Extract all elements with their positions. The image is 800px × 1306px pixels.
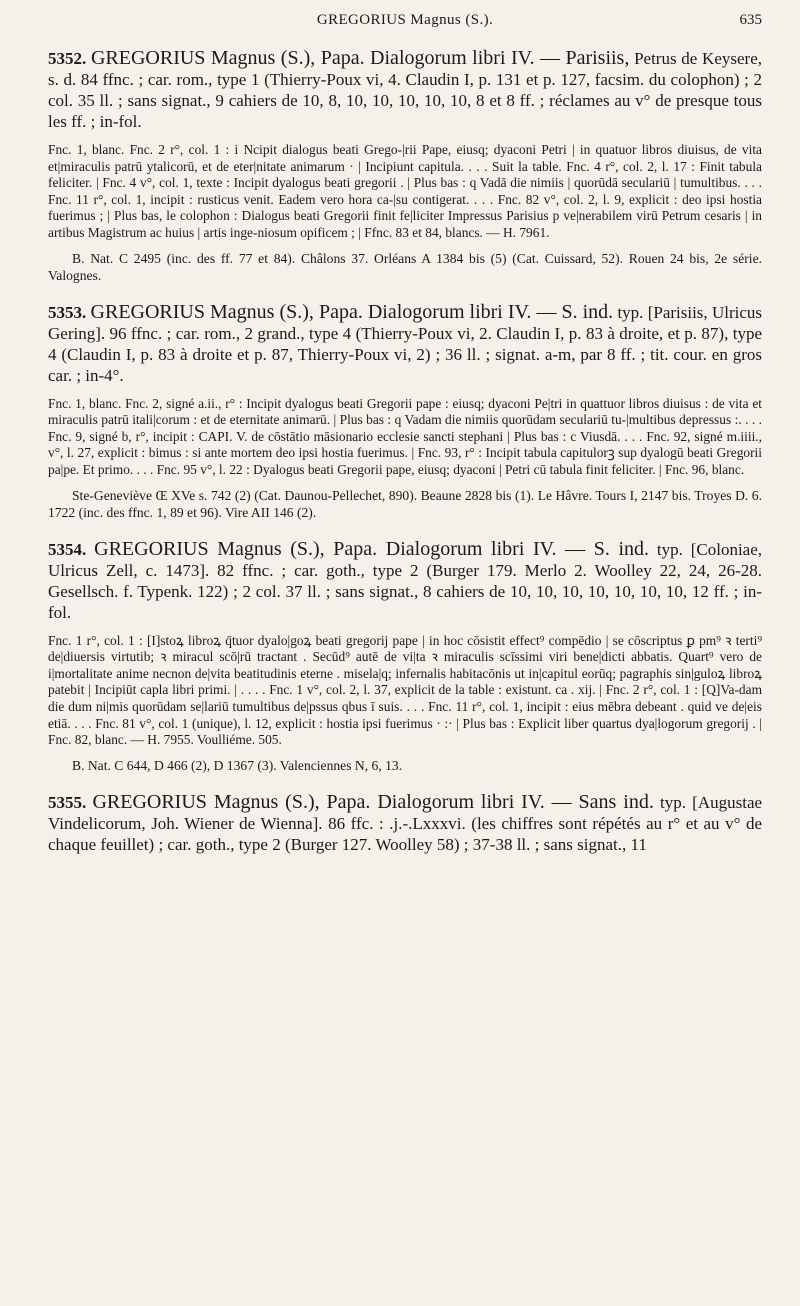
entry-number: 5354. bbox=[48, 539, 87, 559]
page-number: 635 bbox=[739, 12, 762, 28]
entry-title: GREGORIUS Magnus (S.), Papa. Dialogorum libri IV. — Parisiis, bbox=[90, 47, 630, 69]
running-head bbox=[48, 0, 762, 44]
catalogue-entry-5353 bbox=[48, 302, 762, 521]
entry-imprint: typ. [Coloniae, Ulricus Zell, c. 1473]. 82 ffnc. ; car. goth., type 2 (Burger 179. Merlo 2. Woolley 22, 24, 26-28. Gesellsch. f. Typenk. 122) ; 2 col. 37 ll. ; sans signat., 8 cahiers de 10, 10, 10, 10, 10, 10, 10, 12 ff. ; in-fol. bbox=[48, 539, 763, 622]
entry-number: 5352. bbox=[48, 49, 87, 68]
entry-number: 5355. bbox=[48, 792, 87, 812]
entry-description: Fnc. 1, blanc. Fnc. 2 r°, col. 1 : i Ncipit dialogus beati Grego-|rii Pape, eiusq; dyaconi Petri | in quatuor libros diuisus, de vita et|miraculis patrū ytalicorū, et de eter|nitate animarum · | Incipiunt capitula. . . . Suit la table. Fnc. 4 r°, col. 2, l. 17 : Finit tabula feliciter. | Fnc. 4 v°, col. 1, texte : Incipit dyalogus beati gregorii . | Plus bas : q Vadā die nimiis | quorūdā seculariū | tumultibus. . . . Fnc. 11 r°, col. 1, incipit : rusticus venit. Eadem vero hora ca-|su contigerat. . . . Fnc. 82 v°, col. 2, l. 9, explicit : deo ipsi hostia fuerimus ; | Plus bas, le colophon : Dialogus beati Gregorii finit fe|liciter Impressus Parisius p ve|nerabilem virū Petrum cesaris | in artibus Magistrum ac huius | artis inge-niosum opificem ; | Ffnc. 83 et 84, blancs. — H. 7961. bbox=[48, 142, 762, 240]
entry-title: GREGORIUS Magnus (S.), Papa. Dialogorum libri IV. — Sans ind. bbox=[92, 790, 654, 813]
running-head-title: GREGORIUS Magnus (S.). bbox=[316, 12, 494, 28]
entry-imprint: Petrus de Keysere, s. d. 84 ffnc. ; car. rom., type 1 (Thierry-Poux vi, 4. Claudin I, p. 131 et p. 127, facsim. du colophon) ; 2 col. 35 ll. ; sans signat., 9 cahiers de 10, 8, 10, 10, 10, 10, 10, 8 et 8 ff. ; réclames au v° de presque tous les ff. ; in-fol. bbox=[48, 49, 762, 131]
entry-description: Fnc. 1, blanc. Fnc. 2, signé a.ii., r° : Incipit dyalogus beati Gregorii pape : eiusq; dyaconi Pe|tri in quattuor libros diuisus : de vita et miraculis patrū itali|corum : et de eternitate animarū. | Plus bas : q Vadam die nimiis quorūdam seculariū tu-|multibus depressus :. . . . Fnc. 9, signé b, r°, incipit : CAPI. V. de cōstātio māsionario ecclesie sancti stephani | Plus bas : c Viusdā. . . . Fnc. 92, signé m.iiii., v°, l. 27, explicit : bimus : si ante mortem deo ipsi hostia fuerimus. | Fnc. 93, r° : Incipit tabula capitulorꝫ sup dyalogū beati Gregorii pa|pe. Et primo. . . . Fnc. 95 v°, l. 22 : Dyalogus beati Gregorii pape, eiusq; dyaconi | Petri cū tabula finit feliciter. | Fnc. 96, blanc. bbox=[48, 395, 762, 477]
entry-locations: Ste-Geneviève Œ XVe s. 742 (2) (Cat. Daunou-Pellechet, 890). Beaune 2828 bis (1). Le Hâvre. Tours I, 2147 bis. Troyes D. 6. 1722 (inc. des ffnc. 1, 89 et 96). Vire AII 146 (2). bbox=[48, 487, 762, 520]
entry-description: Fnc. 1 r°, col. 1 : [I]stoꝝ libroꝝ q̄tuor dyalo|goꝝ beati gregorij pape | in hoc cōsistit effect⁹ compēdio | se cōscriptus ꝑ pm⁹ ꝛ terti⁹ de|diuersis virtutib; ꝛ miracul scō|rū tractant . Secūd⁹ autē de vi|ta ꝛ miraculis scīssimi viri bene|dicti abbatis. Quart⁹ vero de i|mortalitate anime necnon de|vita beatitudinis eterne . misela|q; infernalis habitacōnis ut in|capitul eorūq; pagraphis sin|guloꝝ libroꝝ patebit | Incipiūt capla libri primi. | . . . . Fnc. 1 v°, col. 2, l. 37, explicit de la table : existunt. ca . xij. | Fnc. 2 r°, col. 1 : [Q]Va-dam die dum ni|mis quorūdam se|lariū tumultibus de|pssus qbus ī suis. . . . Fnc. 11 r°, col. 1, incipit : eius mēbra debeant . quid ve de|eis etiā. . . . Fnc. 81 v°, col. 1 (unique), l. 12, explicit : hostia ipsi fuerimus · :· | Plus bas : Explicit liber quartus dya|logorum gregorij . | Fnc. 82, blanc. — H. 7955. Voulliéme. 505. bbox=[48, 632, 762, 748]
catalogue-entry-5354 bbox=[48, 539, 762, 774]
entry-locations: B. Nat. C 644, D 466 (2), D 1367 (3). Valenciennes N, 6, 13. bbox=[72, 757, 403, 773]
entry-heading bbox=[48, 539, 762, 623]
entry-title: GREGORIUS Magnus (S.), Papa. Dialogorum libri IV. — S. ind. bbox=[94, 537, 650, 560]
entry-heading bbox=[48, 48, 762, 132]
entry-heading bbox=[48, 302, 762, 386]
entry-title: GREGORIUS Magnus (S.), Papa. Dialogorum libri IV. — S. ind. bbox=[90, 300, 614, 323]
entry-locations: B. Nat. C 2495 (inc. des ff. 77 et 84). Châlons 37. Orléans A 1384 bis (5) (Cat. Cuissard, 52). Rouen 24 bis, 2e série. Valognes. bbox=[48, 250, 762, 283]
catalogue-entry-5355 bbox=[48, 792, 762, 855]
entry-imprint: typ. [Augustae Vindelicorum, Joh. Wiener de Wienna]. 86 ffc. : .j.-.Lxxxvi. (les chiffres sont répétés au r° et au v° de chaque feuillet) ; car. goth., type 2 (Burger 127. Woolley 58) ; 37-38 ll. ; sans signat., 11 bbox=[48, 792, 763, 854]
entry-heading bbox=[48, 792, 762, 855]
catalogue-entry-5352 bbox=[48, 48, 762, 284]
entry-number: 5353. bbox=[48, 302, 87, 322]
entry-imprint: typ. [Parisiis, Ulricus Gering]. 96 ffnc. ; car. rom., 2 grand., type 4 (Thierry-Poux vi, 2. Claudin I, p. 83 à droite, et p. 87), type 4 (Claudin I, p. 83 à droite et p. 87, Thierry-Poux vi, 2) ; 36 ll. ; signat. a-m, par 8 ff. ; tit. cour. en gros car. ; in-4°. bbox=[48, 302, 762, 385]
